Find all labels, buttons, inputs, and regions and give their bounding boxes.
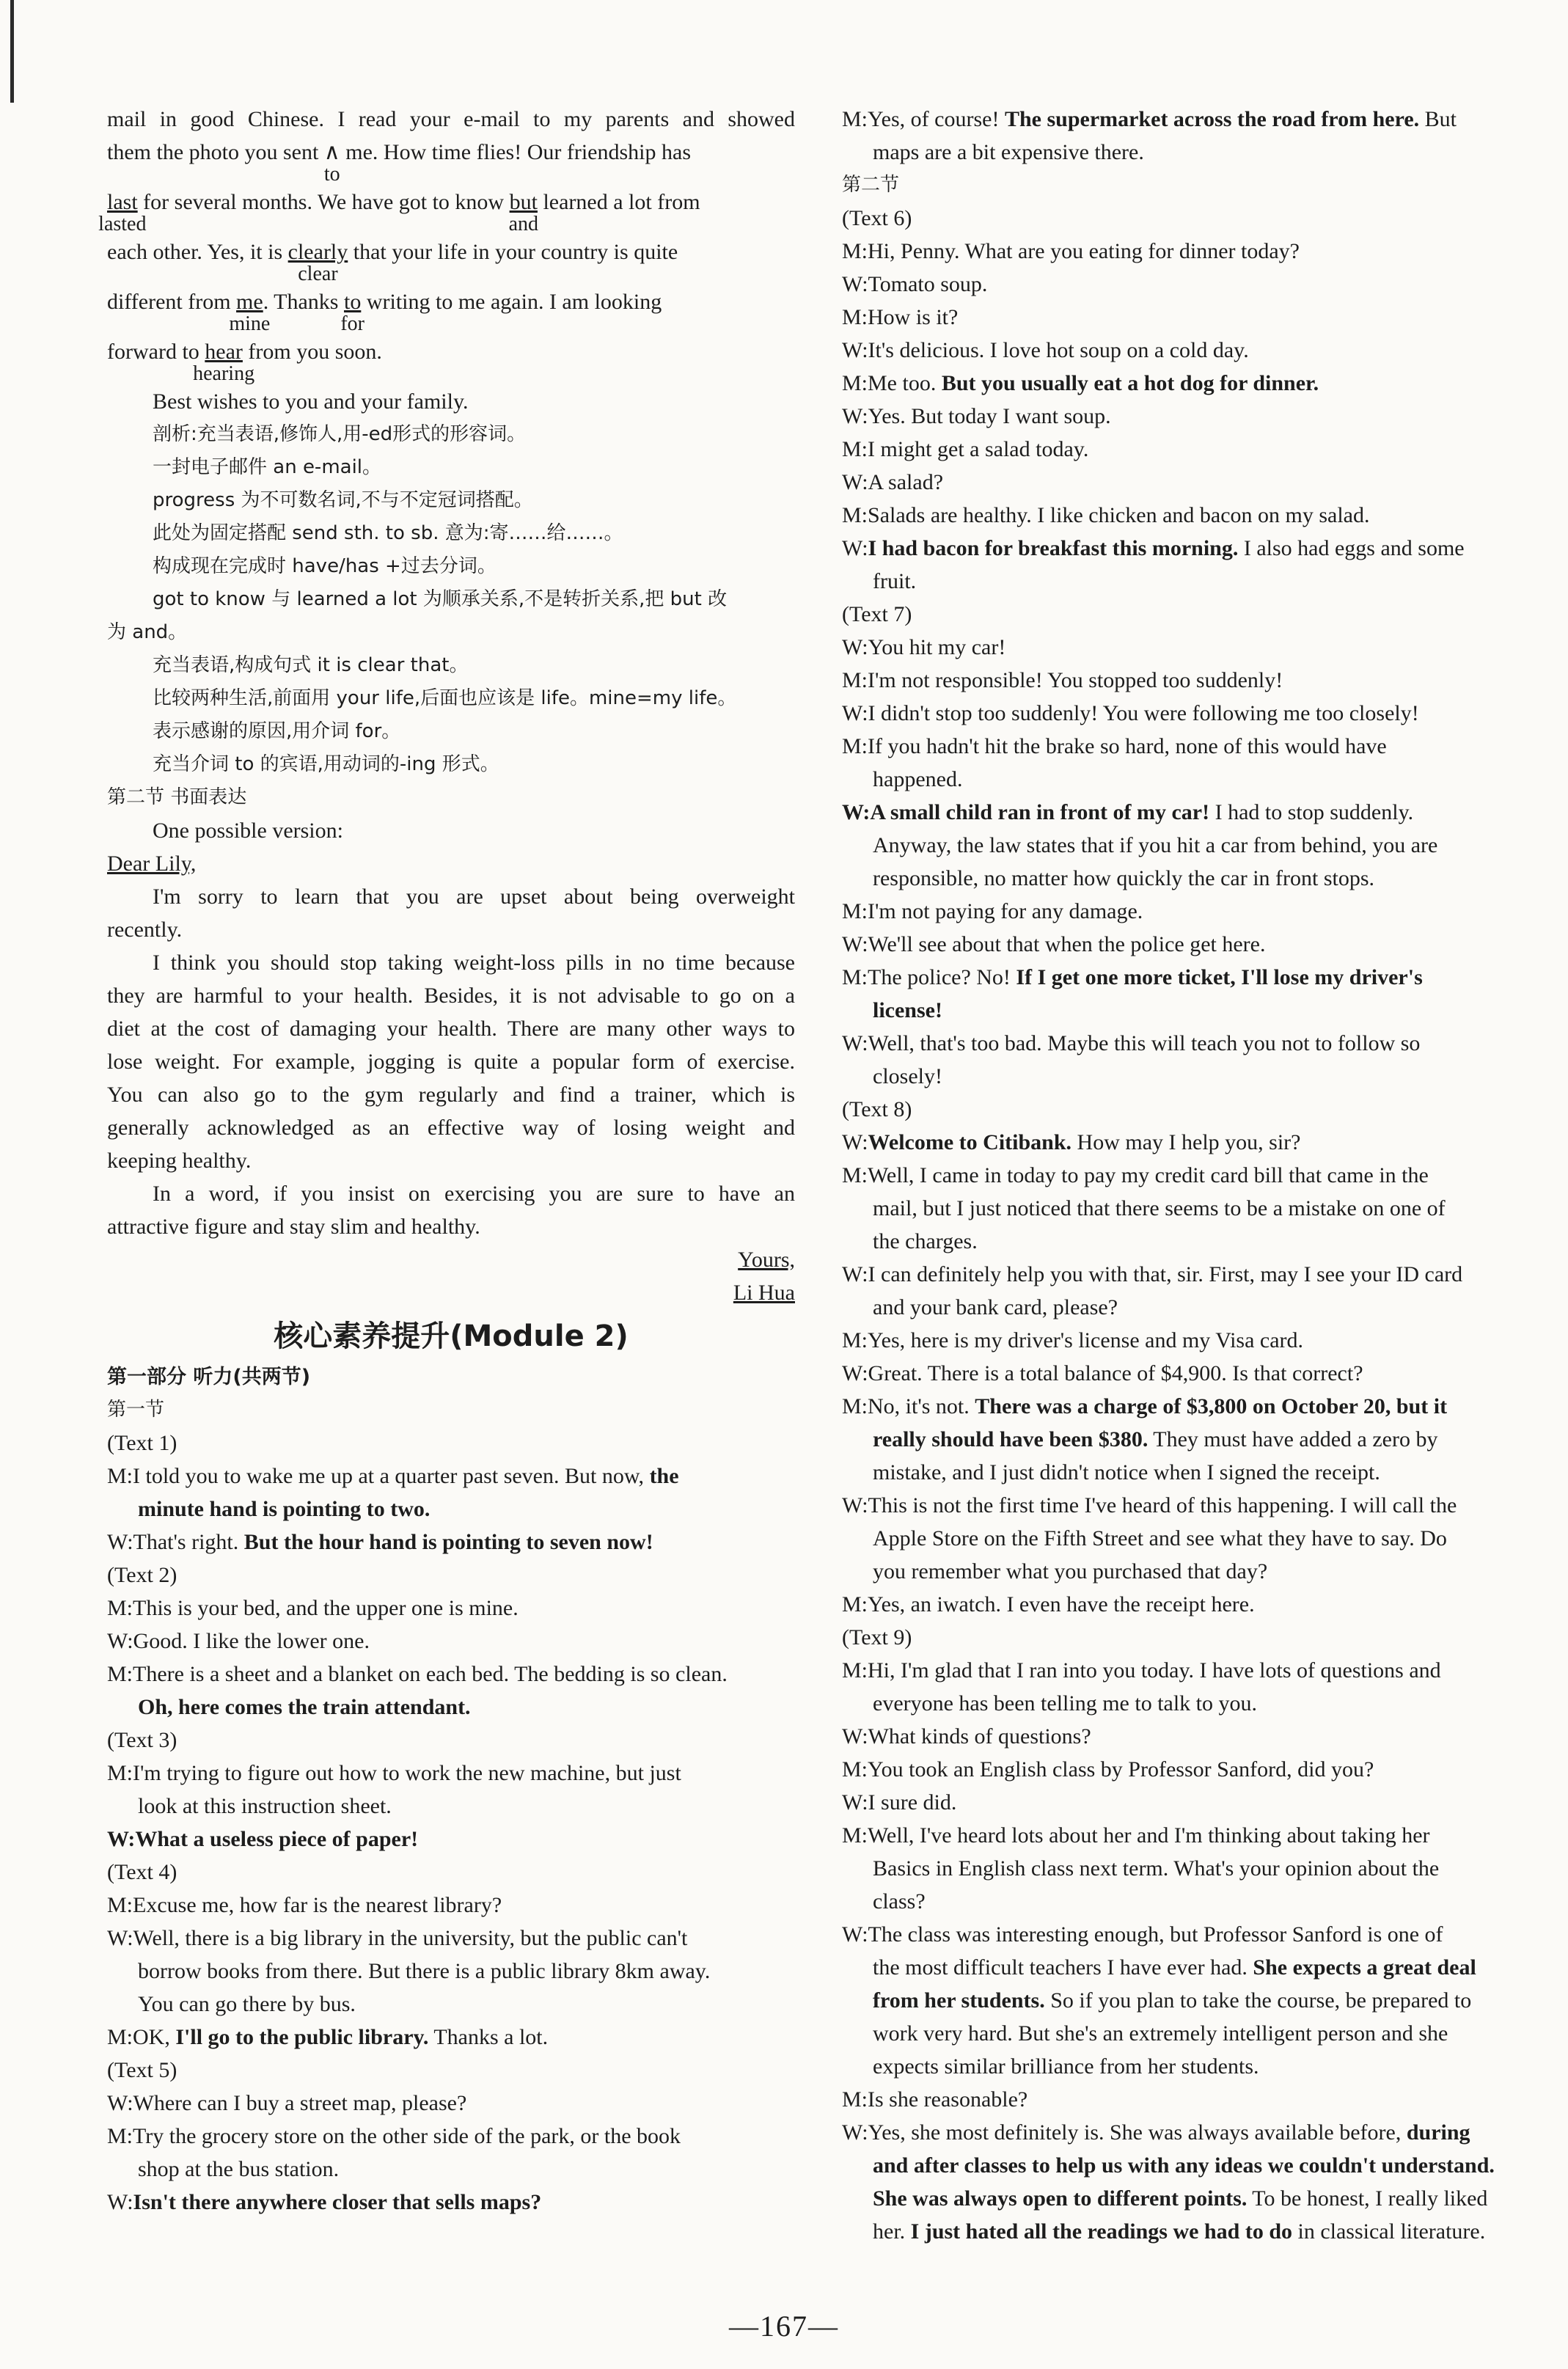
dialogue-line: W:Welcome to Citibank. How may I help you, sir? xyxy=(842,1130,1301,1154)
dialogue-line: look at this instruction sheet. xyxy=(138,1794,392,1818)
essay-line: attractive figure and stay slim and healthy. xyxy=(107,1215,480,1239)
dialogue-line: M:I'm trying to figure out how to work the new machine, but just xyxy=(107,1761,681,1785)
letter-line: Best wishes to you and your family. xyxy=(153,389,469,414)
analysis-note: 构成现在完成时 have/has +过去分词。 xyxy=(153,555,497,577)
dialogue-line: M:Well, I came in today to pay my credit card bill that came in the xyxy=(842,1163,1429,1187)
section-title: 第二节 书面表达 xyxy=(107,786,247,808)
dialogue-line: closely! xyxy=(873,1064,942,1088)
dialogue-line: W:Yes. But today I want soup. xyxy=(842,404,1111,428)
essay-line: diet at the cost of damaging your health. There are many other ways to xyxy=(107,1017,795,1041)
page-spine-line xyxy=(10,0,14,103)
letter-line: each other. Yes, it is clearly clear that your life in your country is quite xyxy=(107,235,795,285)
dialogue-line: M:This is your bed, and the upper one is mine. xyxy=(107,1596,519,1620)
dialogue-line: W:Yes, she most definitely is. She was always available before, during xyxy=(842,2120,1470,2145)
letter-line: last lasted for several months. We have got to know but and learned a lot from xyxy=(107,186,795,235)
dialogue-line: everyone has been telling me to talk to you. xyxy=(873,1691,1258,1716)
dialogue-line: and after classes to help us with any ideas we couldn't understand. xyxy=(873,2153,1495,2178)
dialogue-line: W:I sure did. xyxy=(842,1790,957,1815)
letter-line: forward to hear hearing from you soon. xyxy=(107,335,795,385)
dialogue-line: M:OK, I'll go to the public library. Thanks a lot. xyxy=(107,2025,549,2049)
dialogue-line: M:Me too. But you usually eat a hot dog for dinner. xyxy=(842,371,1319,395)
dialogue-line: M:If you hadn't hit the brake so hard, none of this would have xyxy=(842,734,1387,758)
dialogue-line: M:There is a sheet and a blanket on each bed. The bedding is so clean. xyxy=(107,1662,728,1686)
dialogue-line: M:Yes, of course! The supermarket across the road from here. But xyxy=(842,107,1457,131)
dialogue-line: expects similar brilliance from her students. xyxy=(873,2054,1259,2079)
dialogue-line: W:Isn't there anywhere closer that sells maps? xyxy=(107,2190,542,2214)
correction: hear hearing xyxy=(193,340,255,385)
text-label: (Text 9) xyxy=(842,1625,912,1649)
dialogue-line: maps are a bit expensive there. xyxy=(873,140,1144,164)
text-label: (Text 2) xyxy=(107,1563,177,1587)
essay-line: generally acknowledged as an effective way of losing weight and xyxy=(107,1116,795,1140)
dialogue-line: from her students. So if you plan to take the course, be prepared to xyxy=(873,1988,1472,2013)
dialogue-line: license! xyxy=(873,998,942,1022)
dialogue-line: shop at the bus station. xyxy=(138,2157,340,2181)
text-label: (Text 5) xyxy=(107,2058,177,2082)
dialogue-line: M:I'm not responsible! You stopped too suddenly! xyxy=(842,668,1283,692)
dialogue-line: you remember what you purchased that day? xyxy=(873,1559,1268,1583)
dialogue-line: M:Yes, here is my driver's license and my Visa card. xyxy=(842,1328,1304,1352)
dialogue-line: Apple Store on the Fifth Street and see what they have to say. Do xyxy=(873,1526,1447,1550)
dialogue-line: M:How is it? xyxy=(842,305,959,329)
essay-line: I'm sorry to learn that you are upset about being overweight xyxy=(153,885,795,909)
dialogue-line: W:It's delicious. I love hot soup on a cold day. xyxy=(842,338,1249,362)
essay-closing: Yours, xyxy=(738,1248,795,1272)
part-title: 第一部分 听力(共两节) xyxy=(107,1366,311,1388)
dialogue-line: M:Is she reasonable? xyxy=(842,2087,1028,2112)
text-label: (Text 4) xyxy=(107,1860,177,1884)
dialogue-line: Basics in English class next term. What's your opinion about the xyxy=(873,1856,1440,1881)
correction: but and xyxy=(508,190,538,235)
text-label: (Text 8) xyxy=(842,1097,912,1121)
dialogue-line: her. I just hated all the readings we had to do in classical literature. xyxy=(873,2219,1486,2244)
analysis-note: 充当介词 to 的宾语,用动词的-ing 形式。 xyxy=(153,753,499,775)
dialogue-line: W:Tomato soup. xyxy=(842,272,988,296)
dialogue-line: M:I'm not paying for any damage. xyxy=(842,899,1143,923)
dialogue-line: M:Well, I've heard lots about her and I'm thinking about taking her xyxy=(842,1823,1430,1848)
section-title: 第二节 xyxy=(842,174,900,196)
dialogue-line: happened. xyxy=(873,767,963,791)
dialogue-line: responsible, no matter how quickly the car in front stops. xyxy=(873,866,1375,890)
dialogue-line: M:Salads are healthy. I like chicken and bacon on my salad. xyxy=(842,503,1370,527)
dialogue-line: W:That's right. But the hour hand is pointing to seven now! xyxy=(107,1530,653,1554)
text-label: (Text 7) xyxy=(842,602,912,626)
essay-line: keeping healthy. xyxy=(107,1149,252,1173)
dialogue-line: M:I told you to wake me up at a quarter past seven. But now, the xyxy=(107,1464,679,1488)
dialogue-line: W:I had bacon for breakfast this morning. I also had eggs and some xyxy=(842,536,1465,560)
dialogue-line: work very hard. But she's an extremely intelligent person and she xyxy=(873,2021,1448,2046)
letter-line: different from me mine . Thanks to for writing to me again. I am looking xyxy=(107,285,795,335)
text-label: (Text 1) xyxy=(107,1431,177,1455)
dialogue-line: minute hand is pointing to two. xyxy=(138,1497,431,1521)
dialogue-line: W:Great. There is a total balance of $4,900. Is that correct? xyxy=(842,1361,1363,1385)
analysis-note: 剖析:充当表语,修饰人,用-ed形式的形容词。 xyxy=(153,423,527,445)
insertion-mark: ∧ to xyxy=(323,140,340,186)
dialogue-line: W:You hit my car! xyxy=(842,635,1006,659)
dialogue-line: mail, but I just noticed that there seems to be a mistake on one of xyxy=(873,1196,1446,1220)
dialogue-line: mistake, and I just didn't notice when I signed the receipt. xyxy=(873,1460,1380,1484)
dialogue-line: and your bank card, please? xyxy=(873,1295,1118,1319)
dialogue-line: W:This is not the first time I've heard of this happening. I will call the xyxy=(842,1493,1457,1517)
analysis-note: 此处为固定搭配 send sth. to sb. 意为:寄……给……。 xyxy=(153,522,623,544)
dialogue-line: M:Yes, an iwatch. I even have the receipt here. xyxy=(842,1592,1255,1616)
dialogue-line: M:Excuse me, how far is the nearest library? xyxy=(107,1893,502,1917)
dialogue-line: W:What a useless piece of paper! xyxy=(107,1827,419,1851)
dialogue-line: M:I might get a salad today. xyxy=(842,437,1089,461)
analysis-note: 一封电子邮件 an e-mail。 xyxy=(153,456,382,478)
dialogue-line: borrow books from there. But there is a public library 8km away. xyxy=(138,1959,711,1983)
dialogue-line: the charges. xyxy=(873,1229,978,1253)
dialogue-line: class? xyxy=(873,1889,926,1914)
analysis-note: 比较两种生活,前面用 your life,后面也应该是 life。mine=my life。 xyxy=(153,687,737,709)
left-column xyxy=(98,103,795,2219)
dialogue-line: fruit. xyxy=(873,569,917,593)
correction: me mine xyxy=(229,290,271,335)
essay-line: they are harmful to your health. Besides, it is not advisable to go on a xyxy=(107,984,795,1008)
correction: to for xyxy=(340,290,364,335)
letter-line: them the photo you sent ∧ to me. How time flies! Our friendship has xyxy=(107,136,795,186)
letter-line: mail in good Chinese. I read your e-mail to my parents and showed xyxy=(107,107,795,131)
essay-line: lose weight. For example, jogging is quite a popular form of exercise. xyxy=(107,1050,795,1074)
dialogue-line: You can go there by bus. xyxy=(138,1992,356,2016)
dialogue-line: the most difficult teachers I have ever had. She expects a great deal xyxy=(873,1955,1476,1980)
dialogue-line: W:I didn't stop too suddenly! You were following me too closely! xyxy=(842,701,1419,725)
dialogue-line: W:A small child ran in front of my car! I had to stop suddenly. xyxy=(842,800,1414,824)
dialogue-line: W:Good. I like the lower one. xyxy=(107,1629,370,1653)
dialogue-line: W:Well, that's too bad. Maybe this will teach you not to follow so xyxy=(842,1031,1421,1055)
analysis-note: got to know 与 learned a lot 为顺承关系,不是转折关系,把 but 改 xyxy=(153,588,728,610)
dialogue-line: W:Well, there is a big library in the university, but the public can't xyxy=(107,1926,688,1950)
essay-line: You can also go to the gym regularly and find a trainer, which is xyxy=(107,1083,795,1107)
dialogue-line: M:You took an English class by Professor Sanford, did you? xyxy=(842,1757,1374,1782)
right-column xyxy=(842,103,1539,2248)
dialogue-line: W:We'll see about that when the police get here. xyxy=(842,932,1266,956)
section-title: 第一节 xyxy=(107,1399,165,1421)
analysis-note: 表示感谢的原因,用介词 for。 xyxy=(153,720,401,742)
dialogue-line: Oh, here comes the train attendant. xyxy=(138,1695,471,1719)
dialogue-line: really should have been $380. They must have added a zero by xyxy=(873,1427,1438,1451)
dialogue-line: W:I can definitely help you with that, sir. First, may I see your ID card xyxy=(842,1262,1463,1286)
dialogue-line: M:The police? No! If I get one more ticket, I'll lose my driver's xyxy=(842,965,1423,989)
analysis-note: 为 and。 xyxy=(107,621,188,643)
essay-line: recently. xyxy=(107,918,183,942)
text-label: (Text 3) xyxy=(107,1728,177,1752)
dialogue-line: W:A salad? xyxy=(842,470,944,494)
dialogue-line: W:Where can I buy a street map, please? xyxy=(107,2091,467,2115)
dialogue-line: Anyway, the law states that if you hit a car from behind, you are xyxy=(873,833,1438,857)
essay-signature: Li Hua xyxy=(733,1281,795,1305)
essay-salutation: Dear Lily, xyxy=(107,852,197,876)
dialogue-line: W:What kinds of questions? xyxy=(842,1724,1091,1749)
dialogue-line: M:No, it's not. There was a charge of $3,800 on October 20, but it xyxy=(842,1394,1448,1418)
module-title: 核心素养提升(Module 2) xyxy=(274,1319,629,1353)
dialogue-line: W:The class was interesting enough, but Professor Sanford is one of xyxy=(842,1922,1443,1947)
analysis-note: progress 为不可数名词,不与不定冠词搭配。 xyxy=(153,489,533,511)
dialogue-line: She was always open to different points. To be honest, I really liked xyxy=(873,2186,1488,2211)
essay-line: One possible version: xyxy=(153,819,343,843)
dialogue-line: M:Try the grocery store on the other side of the park, or the book xyxy=(107,2124,681,2148)
correction: clearly clear xyxy=(287,240,348,285)
page-number: —167— xyxy=(729,2310,839,2343)
essay-line: In a word, if you insist on exercising you are sure to have an xyxy=(153,1182,795,1206)
analysis-note: 充当表语,构成句式 it is clear that。 xyxy=(153,654,469,676)
dialogue-line: M:Hi, Penny. What are you eating for dinner today? xyxy=(842,239,1300,263)
essay-line: I think you should stop taking weight-loss pills in no time because xyxy=(153,951,795,975)
text-label: (Text 6) xyxy=(842,206,912,230)
correction: last lasted xyxy=(98,190,147,235)
dialogue-line: M:Hi, I'm glad that I ran into you today. I have lots of questions and xyxy=(842,1658,1441,1683)
